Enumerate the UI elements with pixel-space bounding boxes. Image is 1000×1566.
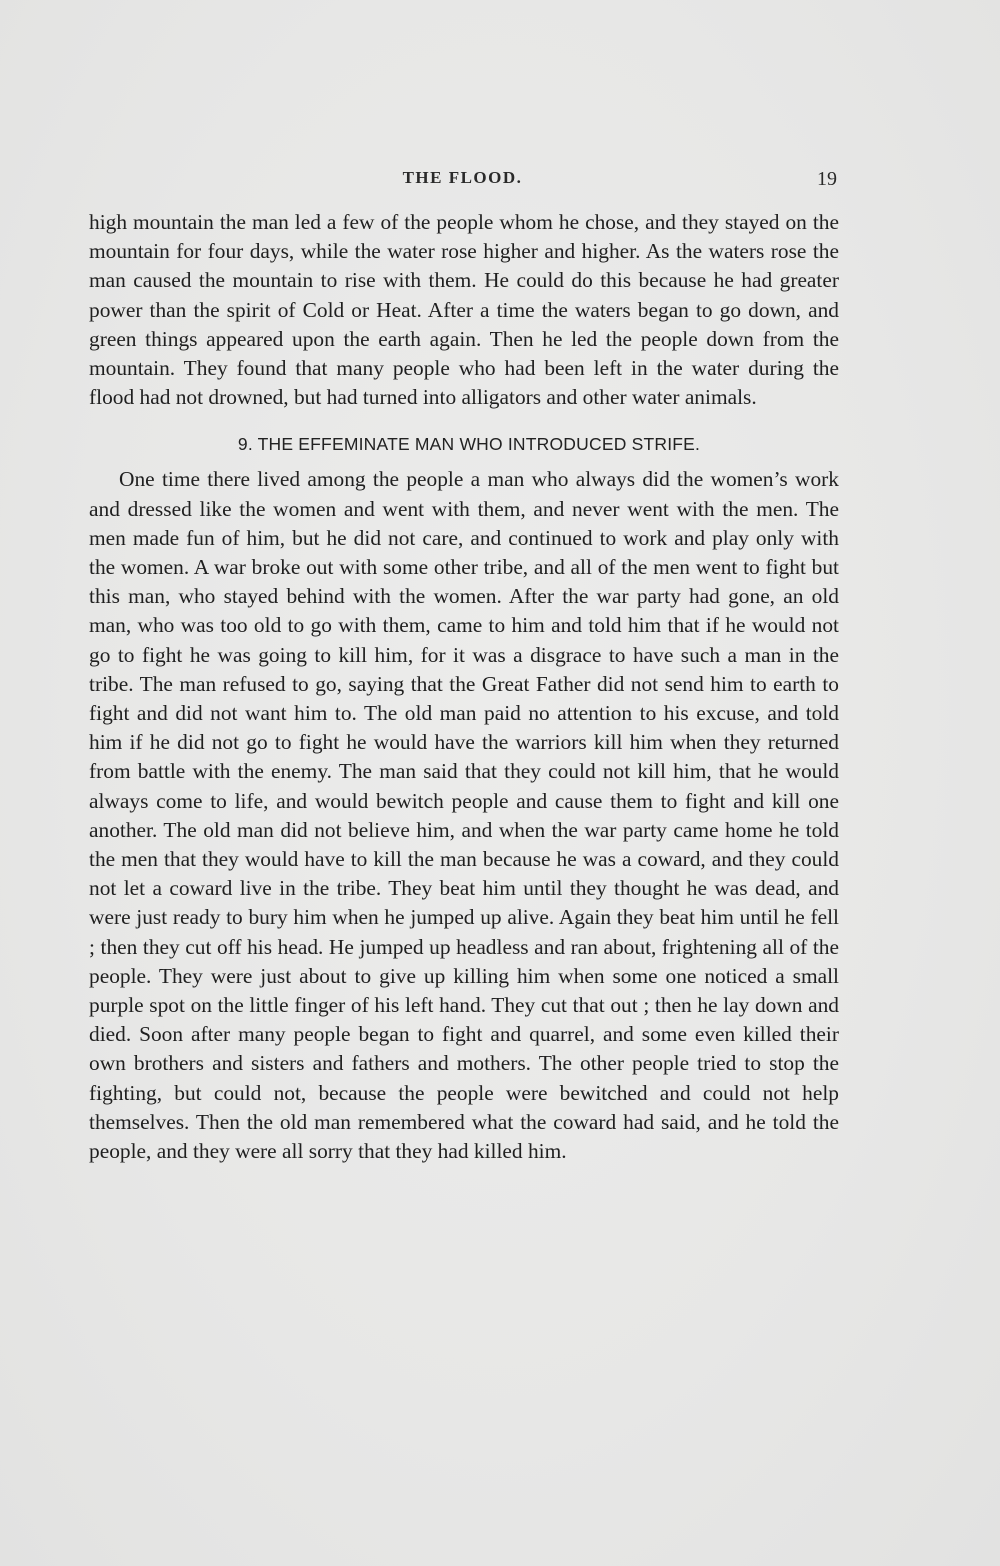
running-title: THE FLOOD. (402, 168, 523, 187)
page-number: 19 (817, 168, 837, 190)
section-heading: 9. THE EFFEMINATE MAN WHO INTRODUCED STRIFE. (237, 434, 701, 455)
paragraph-continued: high mountain the man led a few of the people whom he chose, and they stayed on the mountain for four days, while the water rose higher and higher. As the waters rose the man caused the mountain to rise with them. He could do this because he had greater power than the spirit of Cold or Heat. After a time the waters began to go down, and green things appeared upon the earth again. Then he led the people down from the mountain. They found that many people who had been left in the water during the flood had not drowned, but had turned into alligators and other water animals. (89, 210, 839, 410)
paragraph-story: One time there lived among the people a man who always did the women’s work and dressed like the women and went with them, and never went with the men. The men made fun of him, but he did not care, and continued to work and play only with the women. A war broke out with some other tribe, and all of the men went to fight but this man, who stayed behind with the women. After the war party had gone, an old man, who was too old to go with them, came to him and told him that if he would not go to fight he was going to kill him, for it was a disgrace to have such a man in the tribe. The man refused to go, saying that the Great Father did not send him to earth to fight and did not want him to. The old man paid no attention to his excuse, and told him if he did not go to fight he would have the warriors kill him when they returned from battle with the enemy. The man said that they could not kill him, that he would always come to life, and would bewitch people and cause them to fight and kill one another. The old man did not believe him, and when the war party came home he told the men that they would have to kill the man because he was a coward, and they could not let a coward live in the tribe. They beat him until they thought he was dead, and were just ready to bury him when he jumped up alive. Again they beat him until he fell ; then they cut off his head. He jumped up headless and ran about, frightening all of the people. They were just about to give up killing him when some one noticed a small purple spot on the little finger of his left hand. They cut that out ; then he lay down and died. Soon after many people began to fight and quarrel, and some even killed their own brothers and sisters and fathers and mothers. The other people tried to stop the fighting, but could not, because the people were bewitched and could not help themselves. Then the old man remembered what the coward had said, and he told the people, and they were all sorry that they had killed him. (89, 467, 839, 1164)
body-text (89, 208, 839, 1166)
running-header (90, 168, 835, 194)
